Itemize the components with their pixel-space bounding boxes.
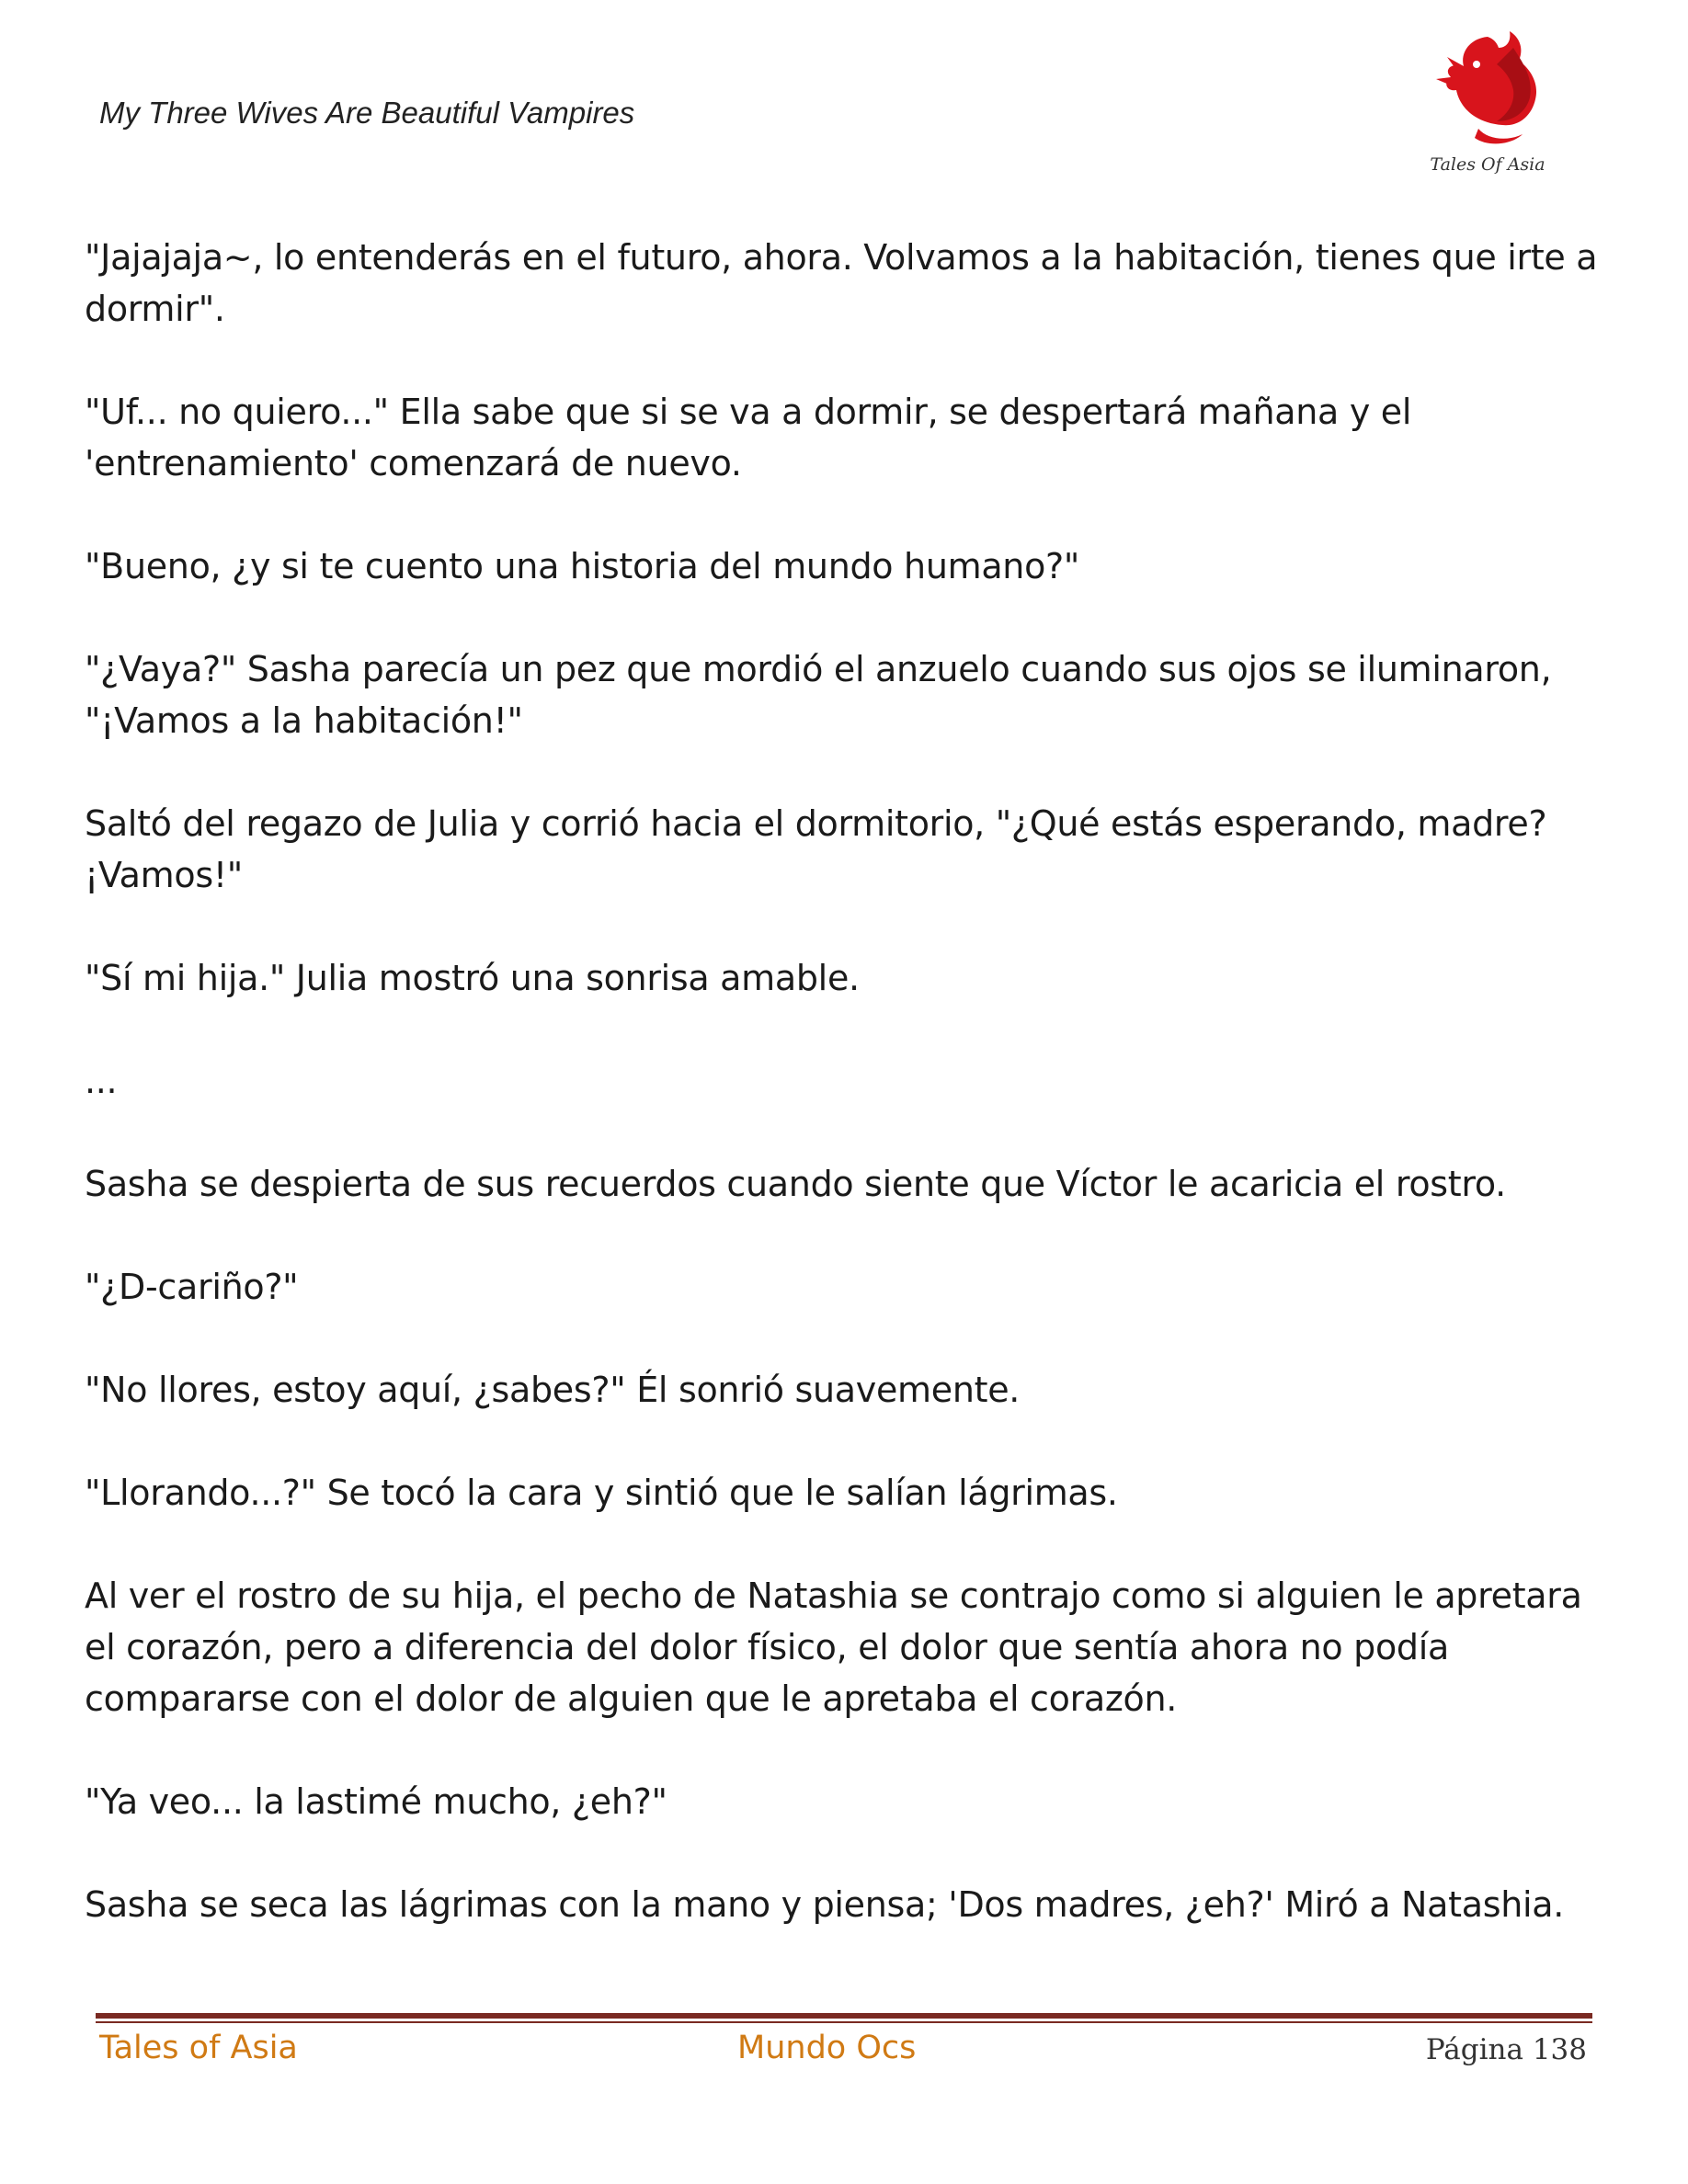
paragraph: "No llores, estoy aquí, ¿sabes?" Él sonrió suavemente. [85,1370,1021,1410]
dragon-icon [1423,20,1552,158]
footer-publisher: Tales of Asia [99,2030,298,2066]
chapter-body [85,232,1611,1982]
publisher-logo [1423,20,1552,181]
footer-divider [96,2013,1592,2019]
scene-break: ... [85,1061,118,1101]
paragraph: "Uf... no quiero..." Ella sabe que si se va a dormir, se despertará mañana y el 'entrenamiento' comenzará de nuevo. [85,392,1412,483]
running-header: My Three Wives Are Beautiful Vampires [99,96,635,130]
paragraph: Saltó del regazo de Julia y corrió hacia el dormitorio, "¿Qué estás esperando, madre? ¡Vamos!" [85,803,1547,895]
paragraph: "¿Vaya?" Sasha parecía un pez que mordió el anzuelo cuando sus ojos se iluminaron, "¡Vamos a la habitación!" [85,649,1552,741]
paragraph: "Bueno, ¿y si te cuento una historia del mundo humano?" [85,546,1080,586]
paragraph: "¿D-cariño?" [85,1267,299,1307]
paragraph: Al ver el rostro de su hija, el pecho de Natashia se contrajo como si alguien le apretara el corazón, pero a diferencia del dolor físico, el dolor que sentía ahora no podía compararse con el dolor de alguien que le apretaba el corazón. [85,1575,1582,1719]
paragraph: "Sí mi hija." Julia mostró una sonrisa amable. [85,958,860,998]
paragraph: "Ya veo... la lastimé mucho, ¿eh?" [85,1781,667,1822]
paragraph: Sasha se seca las lágrimas con la mano y piensa; 'Dos madres, ¿eh?' Miró a Natashia. [85,1884,1565,1925]
paragraph: Sasha se despierta de sus recuerdos cuando siente que Víctor le acaricia el rostro. [85,1164,1506,1204]
page-number: Página 138 [1425,2033,1587,2066]
footer-translator: Mundo Ocs [737,2030,917,2066]
footer-divider-thin [96,2021,1592,2023]
paragraph: "Jajajaja~, lo entenderás en el futuro, ahora. Volvamos a la habitación, tienes que irte a dormir". [85,237,1598,329]
paragraph: "Llorando...?" Se tocó la cara y sintió que le salían lágrimas. [85,1473,1118,1513]
logo-text: Tales Of Asia [1430,154,1545,175]
